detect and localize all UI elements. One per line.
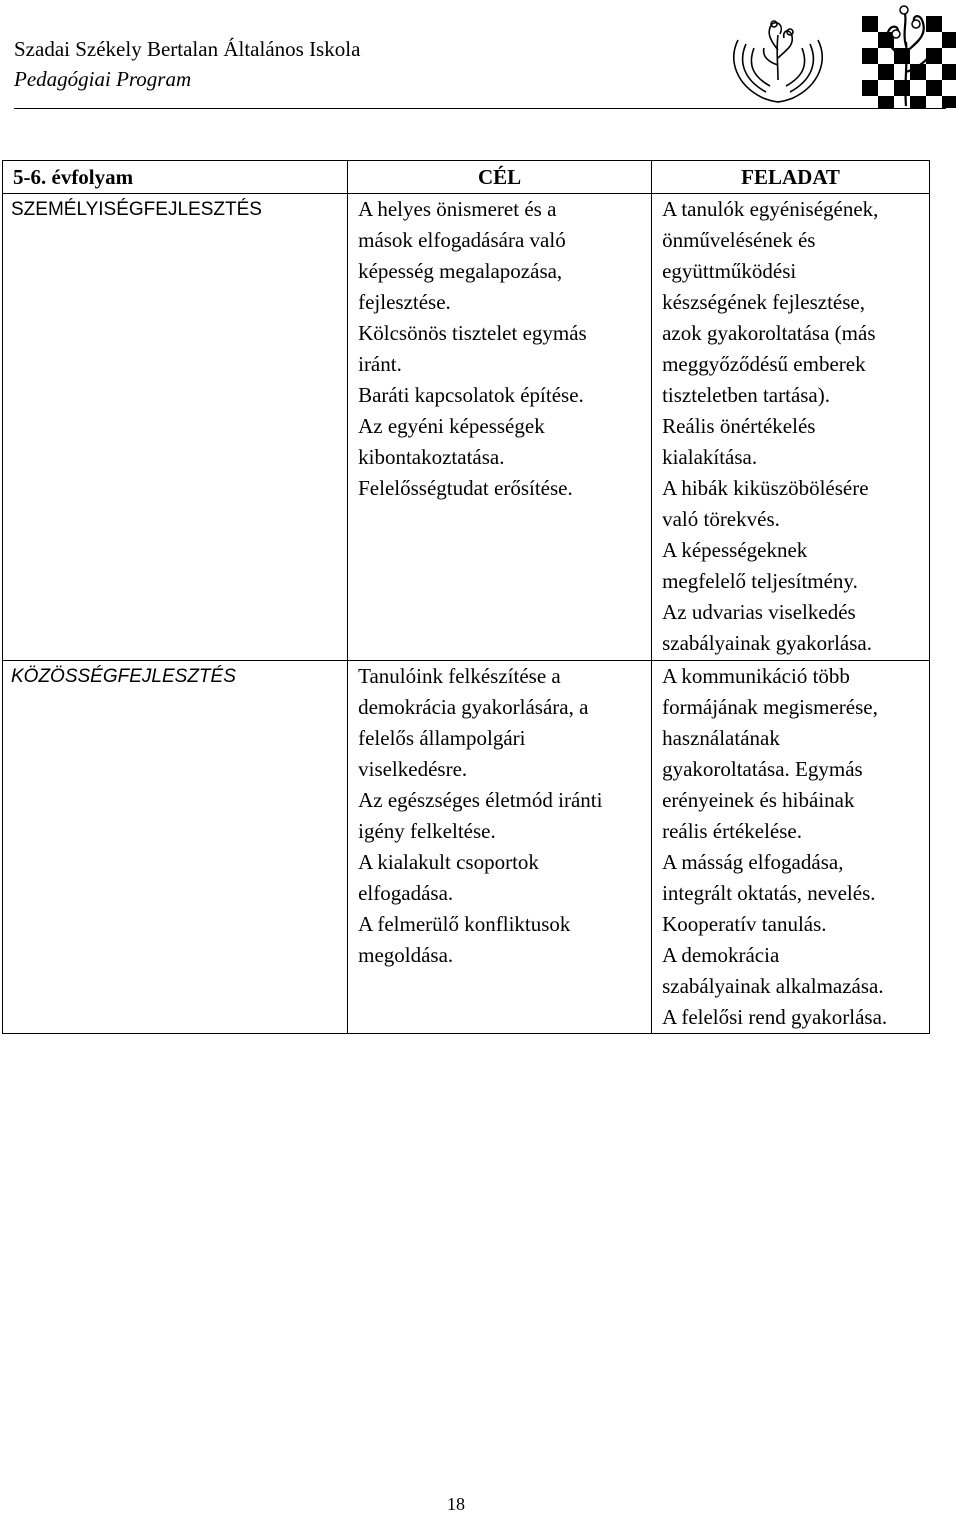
header-divider bbox=[14, 108, 946, 109]
text-line: gyakoroltatása. Egymás bbox=[662, 757, 863, 781]
text-line: való törekvés. bbox=[662, 507, 780, 531]
text-line: kibontakoztatása. bbox=[358, 445, 505, 469]
feladat-cell bbox=[652, 194, 930, 661]
text-line: önművelésének és bbox=[662, 228, 816, 252]
text-line: Az udvarias viselkedés bbox=[662, 600, 856, 624]
table-row bbox=[3, 661, 930, 1034]
text-line: elfogadása. bbox=[358, 881, 454, 905]
grade-header: 5-6. évfolyam bbox=[3, 161, 348, 194]
text-line: szabályainak gyakorlása. bbox=[662, 631, 872, 655]
text-line: Az egyéni képességek bbox=[358, 414, 545, 438]
text-line: megoldása. bbox=[358, 943, 454, 967]
text-line: A hibák kiküszöbölésére bbox=[662, 476, 869, 500]
text-line: A felmerülő konfliktusok bbox=[358, 912, 571, 936]
text-line: tiszteletben tartása). bbox=[662, 383, 830, 407]
text-line: A demokrácia bbox=[662, 943, 780, 967]
school-name: Szadai Székely Bertalan Általános Iskola bbox=[14, 37, 361, 61]
text-line: Kooperatív tanulás. bbox=[662, 912, 827, 936]
text-line: Tanulóink felkészítése a bbox=[358, 664, 561, 688]
text-line: Reális önértékelés bbox=[662, 414, 816, 438]
text-line: formájának megismerése, bbox=[662, 695, 878, 719]
text-line: A felelősi rend gyakorlása. bbox=[662, 1005, 888, 1029]
text-line: megfelelő teljesítmény. bbox=[662, 569, 858, 593]
table-row bbox=[3, 194, 930, 661]
text-line: A tanulók egyéniségének, bbox=[662, 197, 879, 221]
objectives-table bbox=[2, 160, 930, 1034]
text-line: A kialakult csoportok bbox=[358, 850, 539, 874]
text-line: kialakítása. bbox=[662, 445, 758, 469]
program-name: Pedagógiai Program bbox=[14, 67, 192, 91]
row-label-szemelyisegfejlesztes: SZEMÉLYISÉGFEJLESZTÉS bbox=[3, 194, 348, 661]
text-line: használatának bbox=[662, 726, 780, 750]
cel-header: CÉL bbox=[348, 161, 652, 194]
row-label-kozossegfejlesztes: KÖZÖSSÉGFEJLESZTÉS bbox=[3, 661, 348, 1034]
text-line: mások elfogadására való bbox=[358, 228, 566, 252]
text-line: fejlesztése. bbox=[358, 290, 451, 314]
feladat-header: FELADAT bbox=[652, 161, 930, 194]
feladat-cell bbox=[652, 661, 930, 1034]
text-line: A másság elfogadása, bbox=[662, 850, 844, 874]
text-line: reális értékelése. bbox=[662, 819, 802, 843]
text-line: iránt. bbox=[358, 352, 402, 376]
text-line: Baráti kapcsolatok építése. bbox=[358, 383, 584, 407]
tree-chessboard-logo-icon bbox=[862, 2, 956, 108]
text-line: demokrácia gyakorlására, a bbox=[358, 695, 589, 719]
text-line: azok gyakoroltatása (más bbox=[662, 321, 876, 345]
text-line: viselkedésre. bbox=[358, 757, 468, 781]
cel-cell bbox=[348, 194, 652, 661]
hands-logo-icon bbox=[718, 10, 838, 105]
text-line: A kommunikáció több bbox=[662, 664, 850, 688]
text-line: integrált oktatás, nevelés. bbox=[662, 881, 876, 905]
text-line: felelős állampolgári bbox=[358, 726, 526, 750]
text-line: erényeinek és hibáinak bbox=[662, 788, 855, 812]
text-line: Az egészséges életmód iránti bbox=[358, 788, 603, 812]
text-line: Felelősségtudat erősítése. bbox=[358, 476, 573, 500]
text-line: A képességeknek bbox=[662, 538, 808, 562]
text-line: együttműködési bbox=[662, 259, 797, 283]
text-line: szabályainak alkalmazása. bbox=[662, 974, 884, 998]
cel-cell bbox=[348, 661, 652, 1034]
page-number: 18 bbox=[447, 1494, 465, 1514]
text-line: Kölcsönös tisztelet egymás bbox=[358, 321, 587, 345]
page-header bbox=[14, 34, 714, 94]
text-line: meggyőződésű emberek bbox=[662, 352, 866, 376]
text-line: készségének fejlesztése, bbox=[662, 290, 865, 314]
table-header-row bbox=[3, 161, 930, 194]
text-line: A helyes önismeret és a bbox=[358, 197, 557, 221]
text-line: képesség megalapozása, bbox=[358, 259, 563, 283]
text-line: igény felkeltése. bbox=[358, 819, 496, 843]
